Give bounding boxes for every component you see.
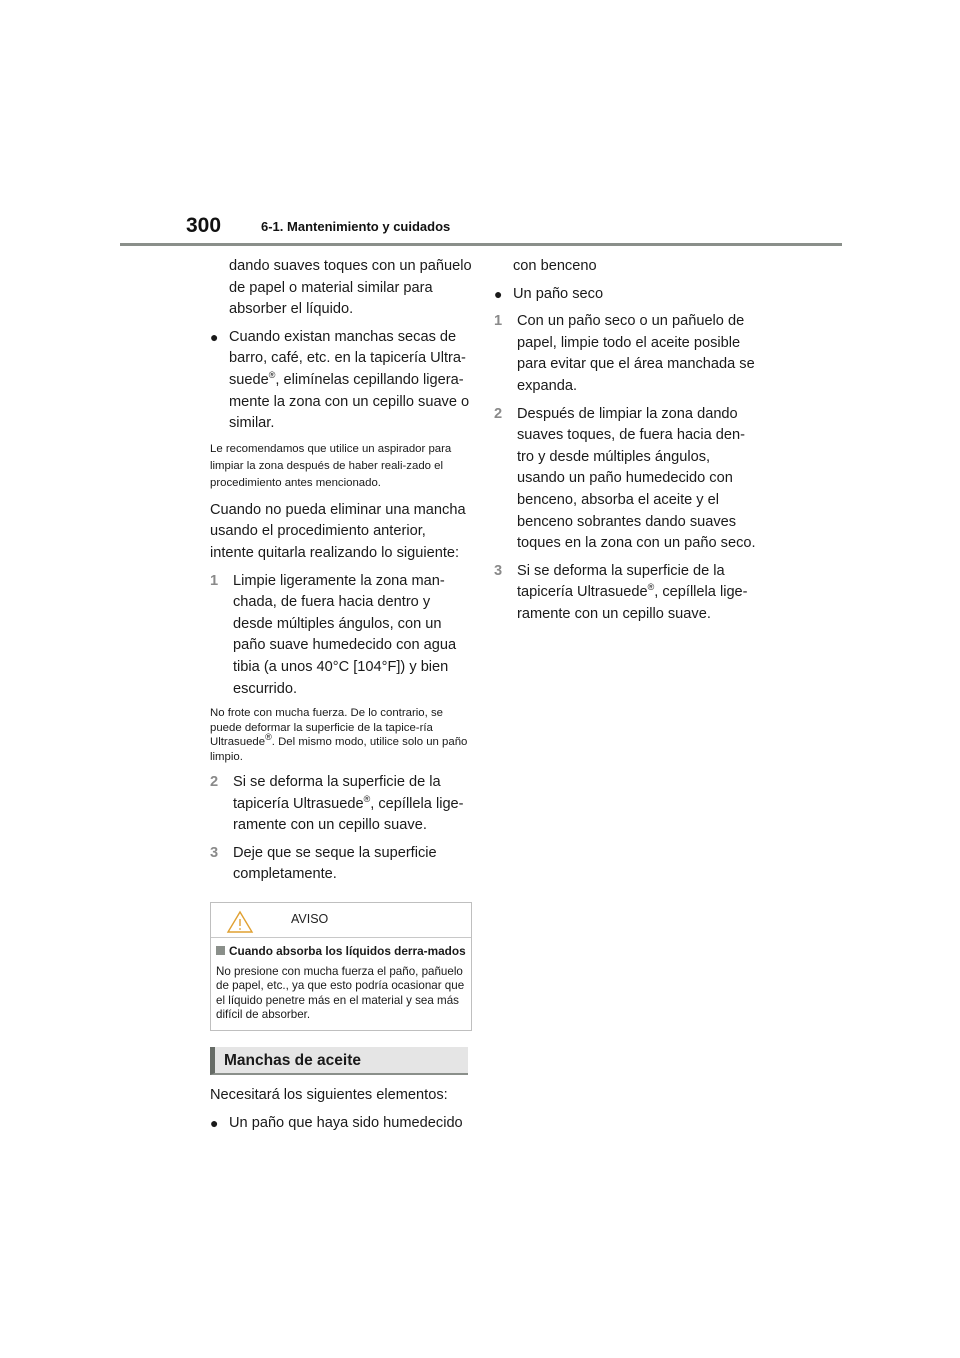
paragraph-cannot-remove: Cuando no pueda eliminar una mancha usando el procedimiento anterior, intente quitarla realizando lo siguiente:: [210, 501, 466, 561]
bullet-text: Un paño que haya sido humedecido: [229, 1114, 463, 1131]
step-number: 1: [494, 313, 503, 330]
registered-mark: ®: [363, 793, 371, 804]
bullet-damp-cloth: [210, 1113, 472, 1135]
section-heading-oil-stains: Manchas de aceite: [210, 1047, 468, 1075]
note-rub: [210, 706, 472, 764]
warning-triangle-icon: [226, 910, 254, 934]
step-text: Deje que se seque la superficie completamente.: [233, 844, 437, 883]
section-title: 6-1. Mantenimiento y cuidados: [261, 219, 451, 234]
step-2: [494, 404, 756, 555]
bullet-text-b: , elimínelas cepillando ligera-mente la zona con un cepillo suave o similar.: [229, 371, 470, 432]
step-2: [210, 772, 472, 837]
warning-header: [216, 907, 466, 937]
step-text: Con un paño seco o un pañuelo de papel, limpie todo el aceite posible para evitar que el área manchada se expanda.: [517, 313, 755, 394]
registered-mark: ®: [265, 732, 272, 743]
note-rub-text-a: No frote con mucha fuerza. De lo contrario, se puede deformar la superficie de la tapice-ría Ultrasuede: [210, 707, 443, 749]
step-3: [494, 561, 756, 626]
warning-heading-text: Cuando absorba los líquidos derra-mados: [229, 944, 466, 959]
bullet-dry-cloth: [494, 284, 756, 306]
left-column: [210, 256, 472, 1140]
square-bullet-icon: [216, 946, 225, 955]
paragraph-need-items: Necesitará los siguientes elementos:: [210, 1087, 448, 1104]
step-1: [494, 311, 756, 397]
step-number: 2: [494, 405, 503, 422]
step-text-b: , cepíllela lige-ramente con un cepillo suave.: [517, 584, 748, 622]
warning-label: AVISO: [291, 912, 329, 927]
step-text: Después de limpiar la zona dando suaves toques, de fuera hacia den-tro y desde múltiples ángulos, usando un paño humedecido con benceno, absorba el aceite y el benceno sobrantes dando suaves toques en la zona con un paño seco.: [517, 405, 756, 552]
header-divider: [120, 243, 842, 246]
step-1: [210, 571, 472, 701]
step-text: Limpie ligeramente la zona man-chada, de fuera hacia dentro y desde múltiples ángulos, con un paño suave humedecido con agua tibia (a unos 40°C [104°F]) y bien escurrido.: [233, 572, 457, 697]
warning-box: [210, 902, 472, 1031]
step-text-a: Si se deforma la superficie de la tapicería Ultrasuede: [233, 774, 441, 812]
continued-paragraph: dando suaves toques con un pañuelo de papel o material similar para absorber el líquido.: [229, 258, 472, 318]
bullet-text-a: Cuando existan manchas secas de barro, café, etc. en la tapicería Ultra-suede: [229, 328, 466, 388]
step-number: 1: [210, 572, 219, 589]
note-rub-text-b: . Del mismo modo, utilice solo un paño limpio.: [210, 736, 468, 763]
registered-mark: ®: [647, 582, 655, 593]
bullet-dry-stains: [210, 327, 472, 435]
step-3: [210, 843, 472, 886]
registered-mark: ®: [268, 370, 276, 381]
bullet-dot-icon: ●: [210, 328, 219, 345]
step-text-b: , cepíllela lige-ramente con un cepillo suave.: [233, 795, 464, 834]
warning-heading: [216, 944, 466, 958]
warning-body: No presione con mucha fuerza el paño, pañuelo de papel, etc., ya que esto podría ocasionar que el líquido penetre más en el material y sea más difícil de absorber.: [216, 965, 465, 1021]
bullet-dot-icon: ●: [494, 285, 503, 302]
step-number: 3: [210, 844, 219, 861]
warning-divider: [211, 937, 471, 938]
bullet-dot-icon: ●: [210, 1114, 219, 1131]
right-column: [494, 256, 756, 632]
continued-benzene: con benceno: [513, 258, 597, 274]
bullet-text: Un paño seco: [513, 285, 604, 302]
step-number: 2: [210, 774, 219, 791]
step-number: 3: [494, 562, 503, 579]
page-number: 300: [186, 214, 222, 237]
step-text-a: Si se deforma la superficie de la tapicería Ultrasuede: [517, 562, 725, 601]
note-vacuum: Le recomendamos que utilice un aspirador para limpiar la zona después de haber reali-zado el procedimiento antes mencionado.: [210, 442, 452, 489]
